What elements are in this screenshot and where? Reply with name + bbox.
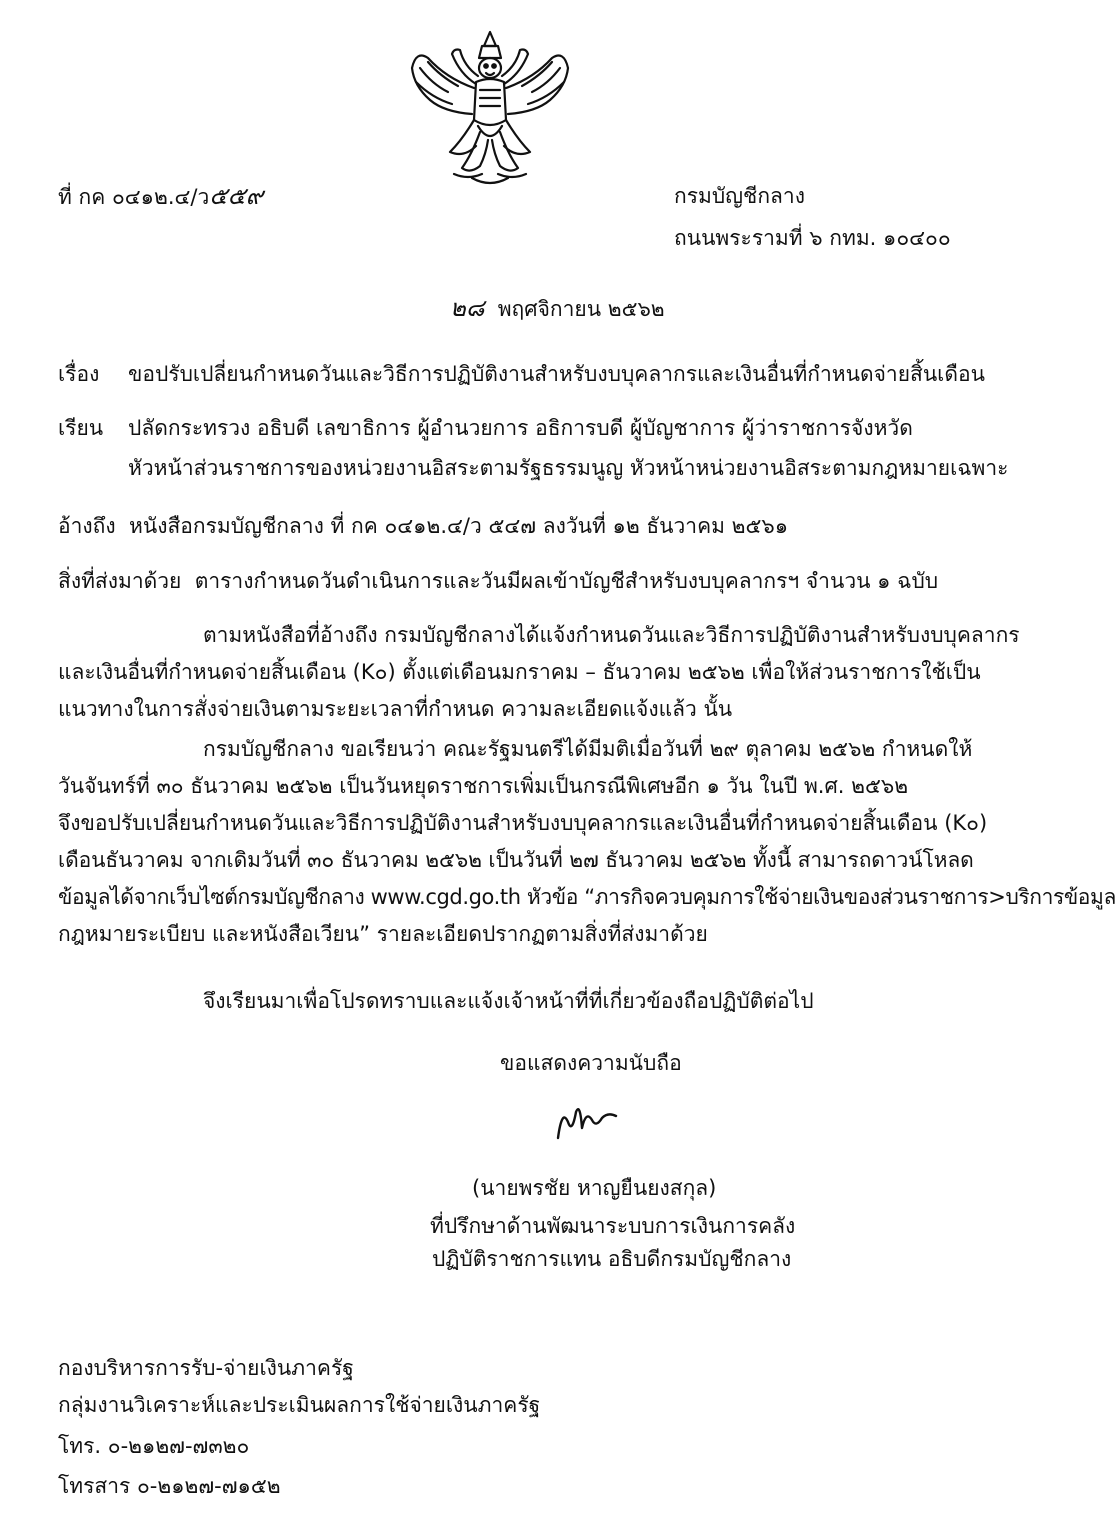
document-number-prefix: ที่ กค ๐๔๑๒.๔/ว	[58, 185, 210, 209]
addressee-line-2: หัวหน้าส่วนราชการของหน่วยงานอิสระตามรัฐธรรมนูญ หัวหน้าหน่วยงานอิสระตามกฎหมายเฉพาะ	[128, 456, 1009, 480]
document-date	[450, 288, 665, 327]
signer-title-1: ที่ปรึกษาด้านพัฒนาระบบการเงินการคลัง	[430, 1214, 796, 1238]
document-number-handwritten: ๕๕๙	[209, 182, 264, 210]
body-paragraph-3: จึงเรียนมาเพื่อโปรดทราบและแจ้งเจ้าหน้าที่ที่เกี่ยวข้องถือปฏิบัติต่อไป	[203, 989, 814, 1013]
footer-fax: โทรสาร ๐-๒๑๒๗-๗๑๕๒	[58, 1474, 281, 1498]
signer-name: (นายพรชัย หาญยืนยงสกุล)	[472, 1176, 717, 1200]
issuer-name: กรมบัญชีกลาง	[674, 184, 805, 208]
enclosure-line	[58, 565, 938, 598]
footer-phone: โทร. ๐-๒๑๒๗-๗๓๒๐	[58, 1434, 250, 1458]
date-month-year: พฤศจิกายน ๒๕๖๒	[497, 297, 665, 321]
paragraph-line: ข้อมูลได้จากเว็บไซต์กรมบัญชีกลาง www.cgd.go.th หัวข้อ “ภารกิจควบคุมการใช้จ่ายเงินของส่วนราชการ>บริการข้อมูล	[58, 885, 1116, 909]
closing-salutation: ขอแสดงความนับถือ	[500, 1051, 682, 1075]
paragraph-line: กรมบัญชีกลาง ขอเรียนว่า คณะรัฐมนตรีได้มีมติเมื่อวันที่ ๒๙ ตุลาคม ๒๕๖๒ กำหนดให้	[203, 737, 973, 761]
addressee-line-1: ปลัดกระทรวง อธิบดี เลขาธิการ ผู้อำนวยการ อธิการบดี ผู้บัญชาการ ผู้ว่าราชการจังหวัด	[128, 416, 913, 440]
signer-title-2: ปฏิบัติราชการแทน อธิบดีกรมบัญชีกลาง	[432, 1247, 792, 1271]
date-day-handwritten: ๒๘	[450, 294, 485, 322]
body-paragraph-2	[58, 731, 1116, 953]
subject-label: เรื่อง	[58, 362, 100, 386]
issuer-address: ถนนพระรามที่ ๖ กทม. ๑๐๔๐๐	[674, 226, 951, 250]
enclosure-label: สิ่งที่ส่งมาด้วย	[58, 569, 182, 593]
subject-text: ขอปรับเปลี่ยนกำหนดวันและวิธีการปฏิบัติงานสำหรับงบบุคลากรและเงินอื่นที่กำหนดจ่ายสิ้นเดือน	[128, 362, 985, 386]
paragraph-line: วันจันทร์ที่ ๓๐ ธันวาคม ๒๕๖๒ เป็นวันหยุดราชการเพิ่มเป็นกรณีพิเศษอีก ๑ วัน ในปี พ.ศ. ๒๕๖๒	[58, 774, 909, 798]
paragraph-line: เดือนธันวาคม จากเดิมวันที่ ๓๐ ธันวาคม ๒๕๖๒ เป็นวันที่ ๒๗ ธันวาคม ๒๕๖๒ ทั้งนี้ สามารถดาวน์โหลด	[58, 848, 974, 872]
handwritten-signature	[552, 1098, 622, 1148]
body-paragraph-1	[58, 617, 1020, 728]
document-number	[58, 176, 263, 215]
paragraph-line: จึงขอปรับเปลี่ยนกำหนดวันและวิธีการปฏิบัติงานสำหรับงบบุคลากรและเงินอื่นที่กำหนดจ่ายสิ้นเดือน (K๐)	[58, 811, 988, 835]
footer-group: กลุ่มงานวิเคราะห์และประเมินผลการใช้จ่ายเงินภาครัฐ	[58, 1393, 541, 1417]
paragraph-line: แนวทางในการสั่งจ่ายเงินตามระยะเวลาที่กำหนด ความละเอียดแจ้งแล้ว นั้น	[58, 697, 733, 721]
paragraph-line: ตามหนังสือที่อ้างถึง กรมบัญชีกลางได้แจ้งกำหนดวันและวิธีการปฏิบัติงานสำหรับงบบุคลากร	[203, 623, 1020, 647]
reference-label: อ้างถึง	[58, 514, 116, 538]
paragraph-line: และเงินอื่นที่กำหนดจ่ายสิ้นเดือน (K๐) ตั้งแต่เดือนมกราคม – ธันวาคม ๒๕๖๒ เพื่อให้ส่วนราชการใช้เป็น	[58, 660, 981, 684]
enclosure-text: ตารางกำหนดวันดำเนินการและวันมีผลเข้าบัญชีสำหรับงบบุคลากรฯ จำนวน ๑ ฉบับ	[194, 569, 939, 593]
garuda-emblem-icon	[406, 28, 574, 190]
reference-line	[58, 510, 788, 543]
reference-text: หนังสือกรมบัญชีกลาง ที่ กค ๐๔๑๒.๔/ว ๕๔๗ ลงวันที่ ๑๒ ธันวาคม ๒๕๖๑	[129, 514, 789, 538]
addressee-label: เรียน	[58, 416, 104, 440]
paragraph-line: กฎหมายระเบียบ และหนังสือเวียน” รายละเอียดปรากฏตามสิ่งที่ส่งมาด้วย	[58, 922, 708, 946]
footer-division: กองบริหารการรับ-จ่ายเงินภาครัฐ	[58, 1356, 354, 1380]
